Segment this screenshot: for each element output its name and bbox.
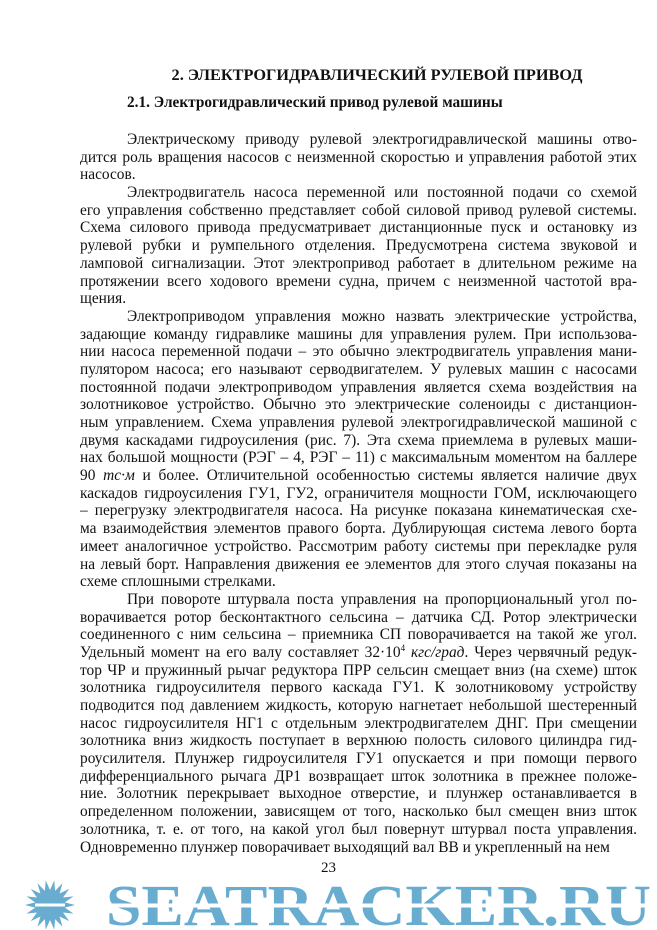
text-line: Электрическому приводу рулевой электрогидравлической машины отво- — [127, 131, 637, 148]
text-line: задающие команду гидравлике машины для управления рулем. При использова- — [80, 325, 637, 343]
seatracker-watermark-logo — [0, 879, 657, 930]
text-segment: 90 — [80, 467, 104, 485]
text-line: рулевой рубки и румпельного отделения. Предусмотрена система звуковой и — [80, 237, 637, 255]
text-line: золотника вниз жидкость поступает в верхнюю полость силового цилиндра гид- — [80, 732, 637, 750]
text-line: постоянной подачи электроприводом управления является схема воздействия на — [80, 378, 637, 396]
text-line: роусилителя. Плунжер гидроусилителя ГУ1 опускается и при помощи первого — [80, 750, 637, 768]
superscript: 4 — [400, 643, 406, 653]
text-line: ма взаимодействия элементов правого борта. Дублирующая система левого борта — [80, 520, 637, 538]
text-line: соединенного с ним сельсина – приемника СП поворачивается на такой же угол. — [80, 626, 637, 644]
chapter-heading: 2. ЭЛЕКТРОГИДРАВЛИЧЕСКИЙ РУЛЕВОЙ ПРИВОД — [171, 65, 583, 84]
document-body — [80, 131, 637, 856]
text-line: щения. — [80, 290, 127, 308]
text-line: двумя каскадами гидроусиления (рис. 7). Эта схема приемлема в рулевых маши- — [80, 431, 637, 449]
text-line: Одновременно плунжер поворачивает выходящий вал ВВ и укрепленный на нем — [80, 838, 610, 856]
text-line: Схема силового привода предусматривает дистанционные пуск и остановку из — [80, 219, 637, 237]
text-segment: Удельный момент на его валу составляет 32·10 — [80, 643, 401, 661]
text-line: насос гидроусилителя НГ1 с отдельным электродвигателем ДНГ. При смещении — [80, 714, 637, 732]
text-line: его управления собственно представляет собой силовой привод рулевой системы. — [80, 201, 637, 219]
text-line: При повороте штурвала поста управления на пропорциональный угол по- — [127, 590, 637, 608]
text-line: ние. Золотник перекрывает выходное отверстие, и плунжер останавливается в — [80, 785, 637, 803]
text-line: определенном положении, зависящем от того, насколько был смещен вниз шток — [80, 803, 637, 821]
text-line: Электродвигатель насоса переменной или постоянной подачи со схемой — [127, 184, 637, 202]
text-line: пулятором насоса; его называют серводвигателем. У рулевых машин с насосами — [80, 360, 637, 378]
page-number: 23 — [321, 860, 336, 876]
text-line: Электроприводом управления можно назвать электрические устройства, — [127, 307, 637, 325]
text-segment: и более. Отличительной особенностью системы является наличие двух — [134, 467, 637, 485]
text-line: золотника, т. е. от того, на какой угол был повернут штурвал поста управления. — [80, 820, 637, 838]
text-line: золотника гидроусилителя первого каскада ГУ1. К золотниковому устройству — [80, 679, 637, 697]
text-line: золотниковое устройство. Обычно это электрические соленоиды с дистанцион- — [80, 396, 637, 414]
text-line: каскадов гидроусиления ГУ1, ГУ2, ограничителя мощности ГОМ, исключающего — [80, 484, 637, 502]
text-line: на левый борт. Направления движения ее элементов для этого случая показаны на — [80, 555, 637, 573]
text-line: – перегрузку электродвигателя насоса. На рисунке показана кинематическая схе- — [80, 502, 637, 520]
text-line: подводится под давлением жидкость, которую нагнетает небольшой шестеренный — [80, 697, 637, 714]
text-line: имеет аналогичное устройство. Рассмотрим работу системы при перекладке руля — [80, 537, 637, 555]
text-line: ламповой сигнализации. Этот электропривод работает в длительном режиме на — [80, 254, 637, 272]
text-line: нах большой мощности (РЭГ – 4, РЭГ – 11) с максимальным моментом на баллере — [80, 449, 637, 467]
text-line — [80, 644, 637, 662]
text-line: нии насоса переменной подачи – это обычно электродвигатель управления мани- — [80, 343, 637, 361]
text-line: ным управлением. Схема управления рулевой электрогидравлической машиной с — [80, 414, 637, 431]
text-line: насосов. — [80, 166, 136, 184]
sun-icon — [25, 880, 75, 929]
text-segment: . Через червячный редук- — [464, 643, 637, 661]
text-line — [80, 467, 637, 485]
text-line: дифференциального рычага ДР1 возвращает шток золотника в прежнее положе- — [80, 767, 637, 785]
section-heading: 2.1. Электрогидравлический привод рулевой машины — [127, 94, 503, 111]
text-line: протяжении всего ходового времени судна, причем с неизменной частотой вра- — [80, 272, 637, 290]
text-line: схеме сплошными стрелками. — [80, 573, 276, 591]
watermark-text: SEATRACKER.RU — [106, 879, 651, 930]
text-line: ворачивается ротор бесконтактного сельсина – датчика СД. Ротор электрически — [80, 608, 637, 626]
italic-unit: кгс/град — [410, 643, 465, 661]
text-line: дится роль вращения насосов с неизменной скоростью и управления работой этих — [80, 148, 637, 166]
text-line: тор ЧР и пружинный рычаг редуктора ПРР сельсин смещает вниз (на схеме) шток — [80, 661, 637, 679]
italic-unit: тс·м — [103, 467, 135, 485]
